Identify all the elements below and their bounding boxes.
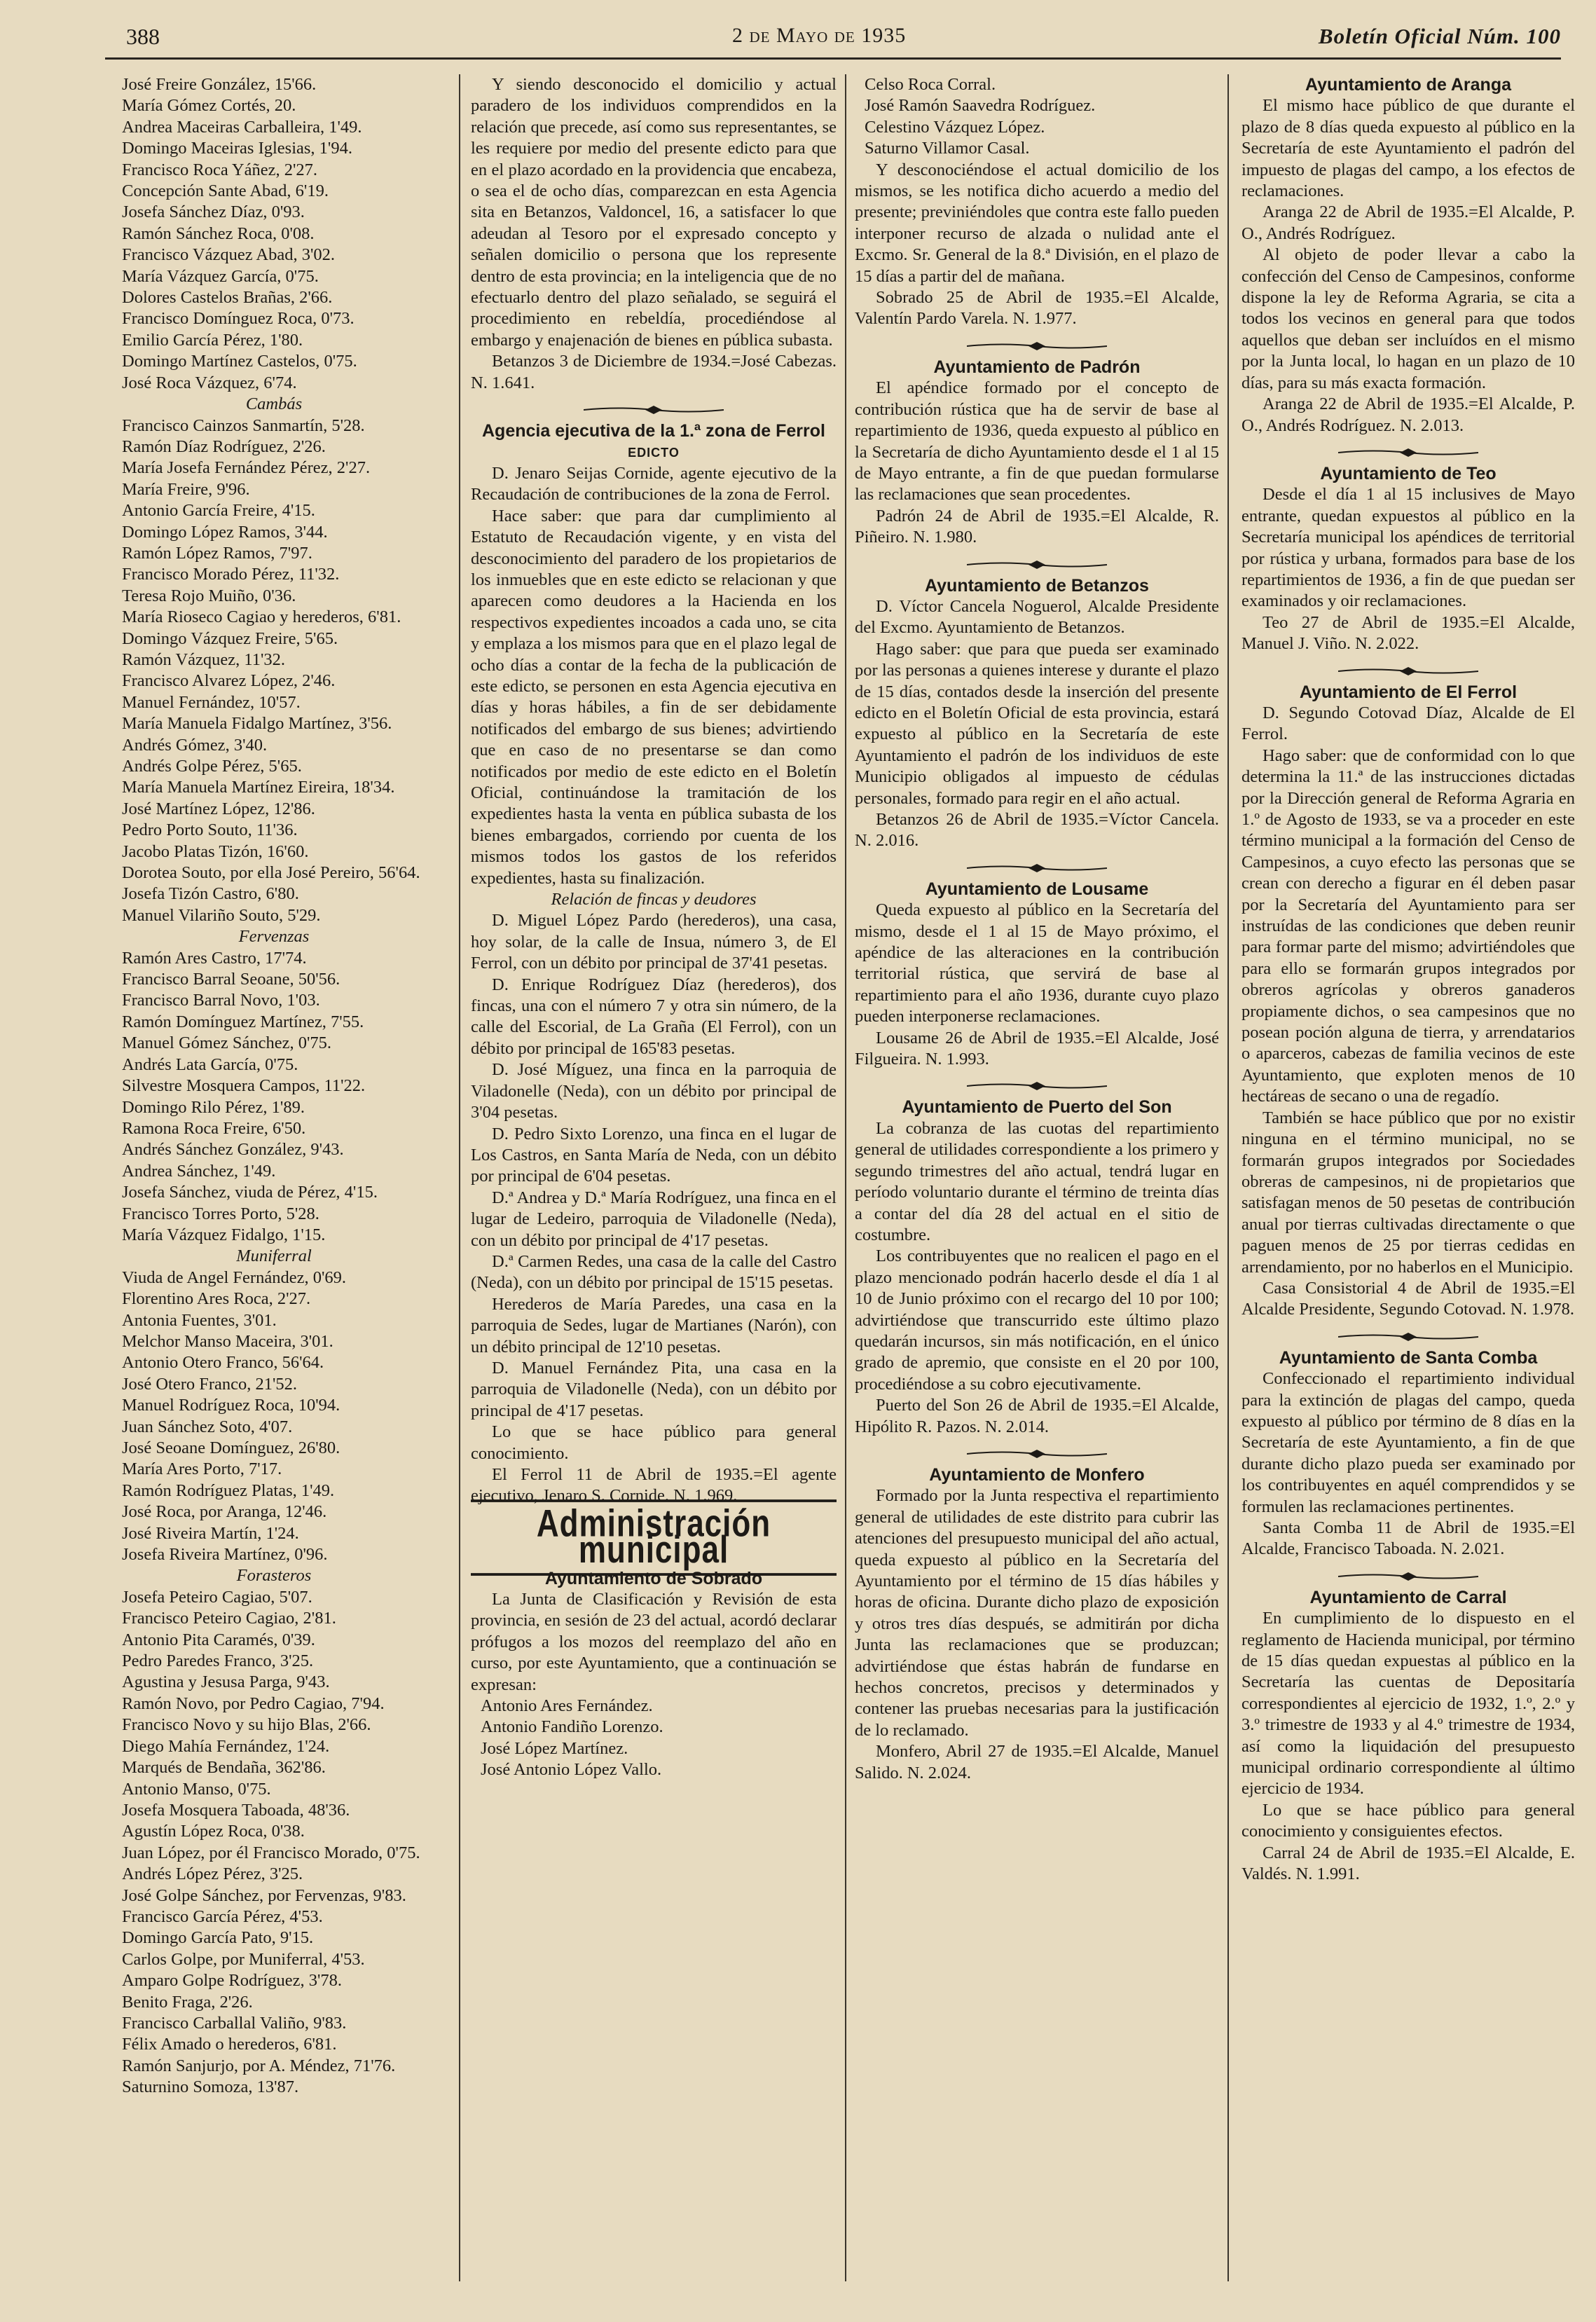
paragraph: Sobrado 25 de Abril de 1935.=El Alcalde, Valentín Pardo Varela. N. 1.977. [855,288,1219,329]
list-item: Domingo García Pato, 9'15. [122,1928,314,1948]
list-item: Ramón Ares Castro, 17'74. [122,948,307,968]
list-item: Jacobo Platas Tizón, 16'60. [122,841,309,861]
list-item: Pedro Porto Souto, 11'36. [122,820,298,840]
paragraph: Hace saber: que para dar cumplimiento al Estatuto de Recaudación vigente, y en vista del desconocimiento del paradero de los propietarios de los inmuebles que en este edicto se relacionan y que aparecen como deudores a la Hacienda en los respectivos expedientes incoados a cada uno, se cita y emplaza a los mismos para que en el plazo legal de ocho días a contar de la fecha de la publicación de este edicto, se personen en esta Agencia ejecutiva en días y horas hábiles, a fin de ser debidamente notificados del embargo de sus bienes; advirtiendo que en caso de no presentarse se dan como notificados por medio de este edicto en el Boletín Oficial, continuándose la tramitación de los expedientes hasta la venta en pública subasta de los bienes embargados, corriendo por cuenta de los mismos todos los gastos de los referidos expedientes, hasta su finalización. [471,506,837,888]
list-item: Ramón Díaz Rodríguez, 2'26. [122,437,326,456]
list-item: Josefa Peteiro Cagiao, 5'07. [122,1587,312,1607]
list-item: Andrea Sánchez, 1'49. [122,1161,276,1181]
paragraph: Al objeto de poder llevar a cabo la confección del Censo de Campesinos, conforme dispone la ley de Reforma Agraria, se cita a todos los vecinos en general para que todos aquellos que deban ser incluídos en el mismo por la Junta local, lo hagan en un plazo de 10 días, para su más exacta formación. [1241,245,1575,392]
list-item: Viuda de Angel Fernández, 0'69. [122,1268,346,1287]
paragraph: D. Enrique Rodríguez Díaz (herederos), dos fincas, una con el número 7 y otra sin número, de la calle del Escorial, de La Graña (El Ferrol), con un débito por principal de 165'83 pesetas. [471,975,837,1058]
paragraph: Desde el día 1 al 15 inclusives de Mayo entrante, quedan expuestos al público en la Secretaría municipal los apéndices de territorial por rústica y urbana, formados para base de los repartimientos de 1936, a fin de que puedan ser examinados y oir reclamaciones. [1241,485,1575,611]
list-item: Domingo Rilo Pérez, 1'89. [122,1097,305,1117]
list-item: Domingo Maceiras Iglesias, 1'94. [122,139,352,158]
notice-heading: Ayuntamiento de Teo [1320,463,1497,483]
ornament-divider [1308,1331,1508,1343]
header-rule [105,57,1561,60]
paragraph: Casa Consistorial 4 de Abril de 1935.=El Alcalde Presidente, Segundo Cotovad. N. 1.978. [1241,1278,1575,1319]
list-item: María Freire, 9'96. [122,479,250,499]
list-item: Francisco García Pérez, 4'53. [122,1907,323,1926]
notice-heading: Ayuntamiento de El Ferrol [1299,682,1518,702]
column-divider [1227,74,1229,2281]
paragraph: El Ferrol 11 de Abril de 1935.=El agente ejecutivo, Jenaro S. Cornide. N. 1.969. [471,1465,837,1506]
paragraph: D. Víctor Cancela Noguerol, Alcalde Presidente del Excmo. Ayuntamiento de Betanzos. [855,596,1219,638]
section-heading: Cambás [245,394,303,414]
paragraph: Carral 24 de Abril de 1935.=El Alcalde, E. Valdés. N. 1.991. [1241,1843,1575,1884]
ornament-divider [928,1080,1146,1092]
list-item: Dolores Castelos Brañas, 2'66. [122,288,333,308]
list-item: Pedro Paredes Franco, 3'25. [122,1651,314,1671]
paragraph: D. José Míguez, una finca en la parroquia de Viladonelle (Neda), con un débito por principal de 3'04 pesetas. [471,1060,837,1122]
list-item: Antonio Manso, 0'75. [122,1779,271,1799]
ornament-divider [928,862,1146,874]
column-4 [1241,74,1575,2309]
list-item: María Rioseco Cagiao y herederos, 6'81. [122,607,401,627]
list-item: Antonia Fuentes, 3'01. [122,1310,277,1330]
list-item: Celso Roca Corral. [865,75,996,94]
paragraph: Lousame 26 de Abril de 1935.=El Alcalde, José Filgueira. N. 1.993. [855,1028,1219,1069]
notice-heading: Ayuntamiento de Puerto del Son [902,1097,1172,1118]
ornament-divider [928,340,1146,352]
bulletin-title: Boletín Oficial Núm. 100 [1318,24,1561,48]
list-item: Florentino Ares Roca, 2'27. [122,1289,311,1309]
list-item: José Antonio López Vallo. [481,1760,662,1780]
list-item: Francisco Morado Pérez, 11'32. [122,565,340,584]
list-item: Josefa Tizón Castro, 6'80. [122,884,299,904]
section-heading: Fervenzas [238,927,310,947]
notice-heading: Agencia ejecutiva de la 1.ª zona de Ferrol [482,421,825,441]
column-divider [845,74,846,2281]
list-item: Dorotea Souto, por ella José Pereiro, 56'64. [122,863,420,883]
paragraph: Puerto del Son 26 de Abril de 1935.=El Alcalde, Hipólito R. Pazos. N. 2.014. [855,1396,1219,1436]
section-heading: Relación de fincas y deudores [551,890,757,909]
list-item: José Seoane Domínguez, 26'80. [122,1438,340,1457]
list-item: María Vázquez Fidalgo, 1'15. [122,1225,326,1244]
ornament-divider [544,404,763,416]
list-item: Antonio Fandiño Lorenzo. [481,1717,663,1737]
list-item: Antonio García Freire, 4'15. [122,501,315,521]
list-item: Manuel Gómez Sánchez, 0'75. [122,1033,332,1053]
paragraph: D. Segundo Cotovad Díaz, Alcalde de El Ferrol. [1241,703,1575,744]
notice-heading: Ayuntamiento de Sobrado [544,1568,763,1588]
list-item: Antonio Pita Caramés, 0'39. [122,1630,315,1649]
list-item: María Gómez Cortés, 20. [122,96,296,116]
list-item: María Manuela Martínez Eireira, 18'34. [122,778,395,797]
list-item: Ramón Novo, por Pedro Cagiao, 7'94. [122,1694,385,1713]
paragraph: Aranga 22 de Abril de 1935.=El Alcalde, P. O., Andrés Rodríguez. N. 2.013. [1241,394,1575,435]
list-item: José Freire González, 15'66. [122,75,317,94]
paragraph: Y siendo desconocido el domicilio y actual paradero de los individuos comprendidos en la relación que precede, así como sus representantes, se les requiere por medio del presente edicto para que en el plazo acordado en la providencia que encabeza, o sea el de ocho días, comparezcan en esta Agencia sita en Betanzos, Valdoncel, 16, a satisfacer lo que adeudan al Tesoro por el expresado concepto y señalen domicilio o persona que los represente dentro de esta provincia; en la inteligencia que de no efectuarlo dentro del plazo señalado, se seguirá el procedimiento en rebeldía, procediéndose al embargo y enajenación de bienes en pública subasta. [471,75,837,350]
list-item: José Ramón Saavedra Rodríguez. [865,96,1096,116]
paragraph: Aranga 22 de Abril de 1935.=El Alcalde, P. O., Andrés Rodríguez. [1241,202,1575,243]
list-item: José Otero Franco, 21'52. [122,1374,298,1394]
column-3 [855,74,1219,2309]
section-heading: Muniferral [236,1246,312,1266]
ornament-divider [928,1448,1146,1460]
list-item: Ramón Sánchez Roca, 0'08. [122,224,315,243]
list-item: Juan López, por él Francisco Morado, 0'75. [122,1843,420,1862]
notice-heading: Ayuntamiento de Padrón [933,357,1141,377]
notice-heading: Ayuntamiento de Aranga [1305,75,1512,95]
page-header [105,24,1561,57]
column-divider [459,74,460,2281]
list-item: Andrés Lata García, 0'75. [122,1054,298,1074]
list-item: Francisco Cainzos Sanmartín, 5'28. [122,415,365,435]
paragraph: Betanzos 26 de Abril de 1935.=Víctor Cancela. N. 2.016. [855,810,1219,851]
list-item: María Manuela Fidalgo Martínez, 3'56. [122,714,392,734]
list-item: José Golpe Sánchez, por Fervenzas, 9'83. [122,1885,406,1905]
list-item: Andrés López Pérez, 3'25. [122,1864,303,1884]
paragraph: Queda expuesto al público en la Secretaría del mismo, desde el 1 al 15 de Mayo próximo, el apéndice de las alteraciones en la contribución territorial rústica, que servirá de base al repartimiento para el año 1936, durante cuyo plazo pueden interponerse reclamaciones. [855,900,1219,1026]
list-item: Josefa Mosquera Taboada, 48'36. [122,1800,350,1820]
list-item: Josefa Sánchez Díaz, 0'93. [122,202,305,222]
list-item: Marqués de Bendaña, 362'86. [122,1758,326,1778]
list-item: Félix Amado o herederos, 6'81. [122,2035,337,2054]
paragraph: Los contribuyentes que no realicen el pago en el plazo mencionado podrán hacerlo desde el día 1 al 10 de Junio próximo con el recargo del 10 por 100; advirtiéndose que transcurrido este último plazo quedarán incursos, sin más notificación, en el único grado de apremio, que consiste en el 20 por 100, procediéndose a su cobro ejecutivamente. [855,1246,1219,1394]
list-item: Silvestre Mosquera Campos, 11'22. [122,1076,366,1096]
list-item: Emilio García Pérez, 1'80. [122,330,303,350]
paragraph: En cumplimiento de lo dispuesto en el reglamento de Hacienda municipal, por término de 15 días quedan expuestas al público en la Secretaría las cuentas de Depositaría correspondientes al ejercicio de 1932, 1.º, 2.º y 3.º trimestre de 1933 y al 4.º trimestre de 1934, así como la liquidación del presupuesto municipal ordinario correspondiente al último ejercicio de 1934. [1241,1609,1575,1799]
list-item: Andrés Sánchez González, 9'43. [122,1140,344,1160]
list-item: Ramón Sanjurjo, por A. Méndez, 71'76. [122,2056,396,2075]
list-item: Amparo Golpe Rodríguez, 3'78. [122,1971,343,1991]
paragraph: D.ª Andrea y D.ª María Rodríguez, una finca en el lugar de Ledeiro, parroquia de Viladonelle (Neda), con un débito por principal de 4'17 pesetas. [471,1188,837,1250]
paragraph: Hago saber: que para que pueda ser examinado por las personas a quienes interese y durante el plazo de 15 días, contados desde la inserción del presente edicto en el Boletín Oficial de esta provincia, estará expuesto al público en la Secretaría de este Ayuntamiento el padrón de los individuos de este Municipio obligados al impuesto de cédulas personales, formado para regir en el año actual. [855,639,1219,808]
list-item: Melchor Manso Maceira, 3'01. [122,1331,333,1351]
list-item: Manuel Vilariño Souto, 5'29. [122,905,321,925]
list-item: Carlos Golpe, por Muniferral, 4'53. [122,1949,365,1969]
list-item: Andrea Maceiras Carballeira, 1'49. [122,117,362,137]
list-item: José López Martínez. [481,1738,628,1758]
list-item: Saturnino Somoza, 13'87. [122,2077,299,2097]
paragraph: También se hace público que por no existir ninguna en el término municipal, no se formarán grupos integrados por Sociedades obreras de campesinos, ni de propietarios que satisfagan menos de 50 pesetas de contribución anual por tierras cultivadas directamente o que paguen menos de 25 por tierras cedidas en arrendamiento, por no haberlos en el Municipio. [1241,1108,1575,1277]
list-item: Diego Mahía Fernández, 1'24. [122,1736,330,1756]
list-item: Domingo Vázquez Freire, 5'65. [122,628,338,648]
list-item: Celestino Vázquez López. [865,117,1045,137]
page-number: 388 [126,24,160,49]
list-item: Francisco Torres Porto, 5'28. [122,1204,319,1223]
paragraph: Herederos de María Paredes, una casa en la parroquia de Sedes, lugar de Martianes (Narón), con un débito principal de 12'10 pesetas. [471,1294,837,1356]
list-item: José Roca, por Aranga, 12'46. [122,1502,327,1522]
list-item: María Ares Porto, 7'17. [122,1459,282,1479]
section-banner: Administración municipal [471,1499,837,1576]
list-item: Agustina y Jesusa Parga, 9'43. [122,1672,330,1692]
paragraph: Y desconociéndose el actual domicilio de los mismos, se les notifica dicho acuerdo a medio del presente; previniéndoles que contra este fallo pueden interponer recurso de alzada o nulidad ante el Excmo. Sr. General de la 8.ª División, en el plazo de 15 días a partir del de mañana. [855,160,1219,286]
list-item: Ramón Vázquez, 11'32. [122,650,286,669]
paragraph: D. Miguel López Pardo (herederos), una casa, hoy solar, de la calle de Insua, número 3, de El Ferrol, con un débito por principal de 37'41 pesetas. [471,911,837,973]
list-item: José Roca Vázquez, 6'74. [122,373,297,392]
list-item: Domingo López Ramos, 3'44. [122,522,328,542]
paragraph: Teo 27 de Abril de 1935.=El Alcalde, Manuel J. Viño. N. 2.022. [1241,612,1575,654]
notice-heading: Ayuntamiento de Lousame [925,879,1149,899]
notice-heading: Ayuntamiento de Monfero [929,1464,1145,1485]
list-item: Juan Sánchez Soto, 4'07. [122,1417,293,1436]
ornament-divider [1308,1570,1508,1583]
list-item: Francisco Domínguez Roca, 0'73. [122,309,355,329]
list-item: Saturno Villamor Casal. [865,139,1030,158]
list-item: Manuel Fernández, 10'57. [122,692,301,712]
paragraph: Lo que se hace público para general conocimiento. [471,1422,837,1463]
list-item: Ramón López Ramos, 7'97. [122,543,312,563]
section-heading: Forasteros [236,1566,312,1586]
notice-subheading: EDICTO [628,445,680,460]
notice-heading: Ayuntamiento de Santa Comba [1279,1347,1538,1368]
list-item: Manuel Rodríguez Roca, 10'94. [122,1396,340,1415]
list-item: María Vázquez García, 0'75. [122,266,319,286]
list-item: José Riveira Martín, 1'24. [122,1523,299,1543]
paragraph: El apéndice formado por el concepto de contribución rústica que ha de servir de base al repartimiento de 1936, queda expuesto al público en la Secretaría de dicho Ayuntamiento desde el 1 al 15 de Mayo entrante, a fin de que puedan formularse las reclamaciones que sean procedentes. [855,378,1219,504]
list-item: Francisco Peteiro Cagiao, 2'81. [122,1609,336,1628]
paragraph: Hago saber: que de conformidad con lo que determina la 11.ª de las instrucciones dictadas por la Dirección general de Reforma Agraria en 1.º de Agosto de 1933, se va a proceder en este término municipal a la formación del Censo de Campesinos, a cuyo efecto las personas que se crean con derecho a figurar en él deben pasar por la Secretaría del Ayuntamiento para ser instruídas de las condiciones que deben reunir para formar parte del mismo; advirtiéndoles que para ello se formarán grupos integrados por obreros agrícolas y obreros ganaderos propiamente dichos, o sea campesinos que no posean poción alguna de tierra, y arrendatarios o aparceros, cabezas de familia vecinos de este Ayuntamiento, que exploten menos de 10 hectáreas de secano o una de regadío. [1241,746,1575,1106]
list-item: Domingo Martínez Castelos, 0'75. [122,352,357,371]
paragraph: Padrón 24 de Abril de 1935.=El Alcalde, R. Piñeiro. N. 1.980. [855,506,1219,547]
paragraph: D.ª Carmen Redes, una casa de la calle del Castro (Neda), con un débito por principal de 15'15 pesetas. [471,1251,837,1293]
paragraph: Monfero, Abril 27 de 1935.=El Alcalde, Manuel Salido. N. 2.024. [855,1742,1219,1782]
list-item: Francisco Barral Seoane, 50'56. [122,970,340,989]
notice-heading: Ayuntamiento de Betanzos [925,575,1149,596]
paragraph: Santa Comba 11 de Abril de 1935.=El Alcalde, Francisco Taboada. N. 2.021. [1241,1518,1575,1559]
list-item: Ramón Rodríguez Platas, 1'49. [122,1481,335,1500]
ornament-divider [1308,665,1508,678]
list-item: Andrés Gómez, 3'40. [122,735,268,755]
list-item: Concepción Sante Abad, 6'19. [122,181,329,201]
paragraph: D. Manuel Fernández Pita, una casa en la parroquia de Viladonelle (Neda), con un débito por principal de 4'17 pesetas. [471,1358,837,1420]
column-2 [471,74,837,2309]
paragraph: La cobranza de las cuotas del repartimiento general de utilidades correspondiente a los primero y segundo trimestres del año actual, tendrá lugar en período voluntario durante el término de treinta días a contar del día 28 del actual en el sitio de costumbre. [855,1118,1219,1244]
notice-heading: Ayuntamiento de Carral [1309,1587,1507,1607]
column-1 [112,74,436,2309]
list-item: Francisco Carballal Valiño, 9'83. [122,2013,347,2033]
list-item: Francisco Alvarez López, 2'46. [122,671,336,691]
list-item: Antonio Ares Fernández. [481,1696,653,1716]
paragraph: D. Jenaro Seijas Cornide, agente ejecutivo de la Recaudación de contribuciones de la zona de Ferrol. [471,463,837,504]
paragraph: Lo que se hace público para general conocimiento y consiguientes efectos. [1241,1800,1575,1841]
paragraph: El mismo hace público de que durante el plazo de 8 días queda expuesto al público en la Secretaría de este Ayuntamiento el padrón del impuesto de plagas del campo, a los efectos de reclamaciones. [1241,96,1575,201]
list-item: Francisco Novo y su hijo Blas, 2'66. [122,1715,371,1735]
paragraph: Formado por la Junta respectiva el repartimiento general de utilidades de este distrito para cubrir las atenciones del presupuesto municipal del año actual, queda expuesto al público en la Secretaría del Ayuntamiento por el término de 15 días hábiles y horas de oficina. Durante dicho plazo de exposición y otros tres días después, se admitirán por dicha Junta las reclamaciones que se produzcan; advirtiéndose que éstas habrán de fundarse en hechos concretos, precisos y determinados y contener las pruebas necesarias para la justificación de lo reclamado. [855,1486,1219,1740]
list-item: Ramona Roca Freire, 6'50. [122,1118,306,1138]
issue-date: 2 de Mayo de 1935 [732,24,907,47]
paragraph: Betanzos 3 de Diciembre de 1934.=José Cabezas. N. 1.641. [471,352,837,392]
paragraph: Confeccionado el repartimiento individual para la extinción de plagas del campo, queda expuesto al público por término de 8 días en la Secretaría de este Ayuntamiento, a fin de que durante dicho plazo pueda ser examinado por los contribuyentes en aquél comprendidos y se formulen las reclamaciones pertinentes. [1241,1369,1575,1516]
list-item: Francisco Barral Novo, 1'03. [122,991,320,1010]
ornament-divider [928,558,1146,571]
list-item: Benito Fraga, 2'26. [122,1992,253,2012]
paragraph: La Junta de Clasificación y Revisión de esta provincia, en sesión de 23 del actual, acordó declarar prófugos a los mozos del reemplazo del año en curso, por este Ayuntamiento, que a continuación se expresan: [471,1590,837,1694]
list-item: Francisco Vázquez Abad, 3'02. [122,245,336,265]
list-item: Andrés Golpe Pérez, 5'65. [122,757,302,776]
list-item: Antonio Otero Franco, 56'64. [122,1353,324,1373]
list-item: Francisco Roca Yáñez, 2'27. [122,160,318,179]
list-item: María Josefa Fernández Pérez, 2'27. [122,458,371,478]
paragraph: D. Pedro Sixto Lorenzo, una finca en el lugar de Los Castros, en Santa María de Neda, con un débito por principal de 6'04 pesetas. [471,1124,837,1186]
list-item: Josefa Sánchez, viuda de Pérez, 4'15. [122,1183,378,1202]
ornament-divider [1308,446,1508,459]
list-item: Agustín López Roca, 0'38. [122,1822,305,1841]
list-item: José Martínez López, 12'86. [122,799,315,818]
list-item: Teresa Rojo Muiño, 0'36. [122,586,296,605]
list-item: Josefa Riveira Martínez, 0'96. [122,1545,328,1565]
list-item: Ramón Domínguez Martínez, 7'55. [122,1012,364,1031]
